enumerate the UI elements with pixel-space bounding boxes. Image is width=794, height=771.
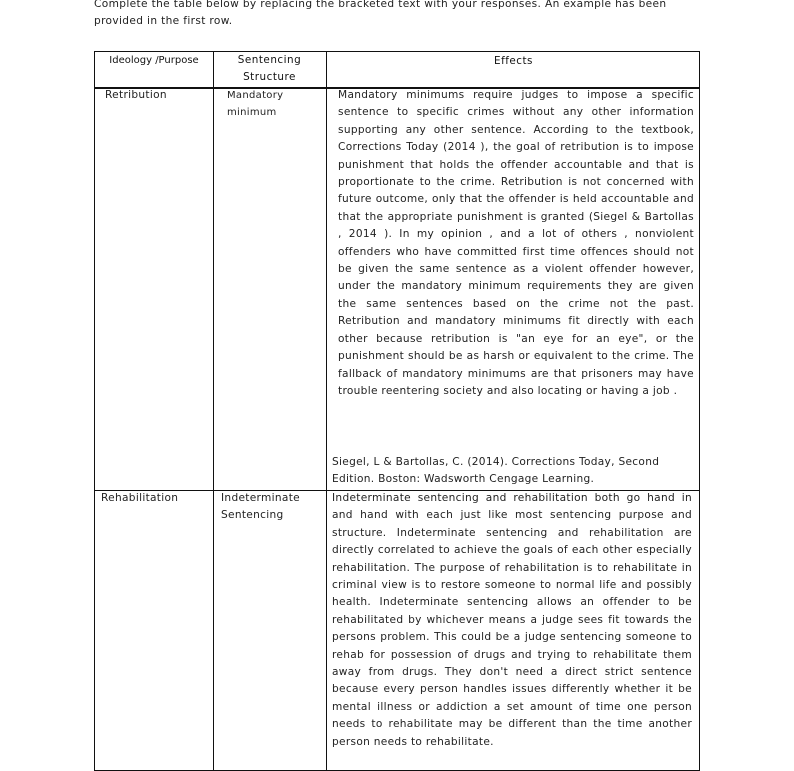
instructions-line-2: provided in the first row. bbox=[94, 15, 233, 27]
column-divider bbox=[213, 52, 214, 770]
header-effects: Effects bbox=[494, 55, 533, 67]
instructions-line-1: Complete the table below by replacing the bracketed text with your responses. An example has been bbox=[94, 0, 667, 10]
response-table bbox=[94, 51, 700, 771]
column-divider bbox=[326, 52, 327, 770]
row1-citation: Siegel, L & Bartollas, C. (2014). Corrections Today, Second Edition. Boston: Wadsworth Cengage Learning. bbox=[332, 456, 660, 486]
row2-structure: Indeterminate Sentencing bbox=[221, 492, 300, 522]
header-sentencing-structure: Sentencing Structure bbox=[237, 54, 302, 83]
header-ideology-purpose: Ideology /Purpose bbox=[109, 55, 199, 66]
row2-effects: Indeterminate sentencing and rehabilitation both go hand in and hand with each just like most sentencing purpose and structure. Indeterminate sentencing and rehabilitation are directly correlated to achieve the goals of each other especially rehabilitation. The purpose of rehabilitation is to rehabilitate in criminal view is to restore someone to normal life and possibly health. Indeterminate sentencing allows an offender to be rehabilitated by whichever means a judge sees fit towards the persons problem. This could be a judge sentencing someone to rehab for possession of drugs and trying to rehabilitate them away from drugs. They don't need a direct strict sentence because every person handles issues differently whether it be mental illness or addiction a set amount of time one person needs to rehabilitate may be different than the time another person needs to rehabilitate. bbox=[332, 492, 692, 748]
row2-ideology: Rehabilitation bbox=[101, 492, 179, 504]
instructions bbox=[94, 0, 694, 30]
row1-ideology: Retribution bbox=[105, 89, 167, 101]
row1-structure: Mandatory minimum bbox=[227, 90, 284, 119]
row1-effects: Mandatory minimums require judges to impose a specific sentence to specific crimes without any other information supporting any other sentence. According to the textbook, Corrections Today (2014 ), the goal of retribution is to impose punishment that holds the offender accountable and that is proportionate to the crime. Retribution is not concerned with future outcome, only that the offender is held accountable and that the appropriate punishment is granted (Siegel & Bartollas , 2014 ). In my opinion , and a lot of others , nonviolent offenders who have committed first time offences should not be given the same sentence as a violent offender however, under the mandatory minimum requirements they are given the same sentences based on the crime not the past. Retribution and mandatory minimums fit directly with each other because retribution is "an eye for an eye", or the punishment should be as harsh or equivalent to the crime. The fallback of mandatory minimums are that prisoners may have trouble reentering society and also locating or having a job . bbox=[338, 89, 694, 397]
